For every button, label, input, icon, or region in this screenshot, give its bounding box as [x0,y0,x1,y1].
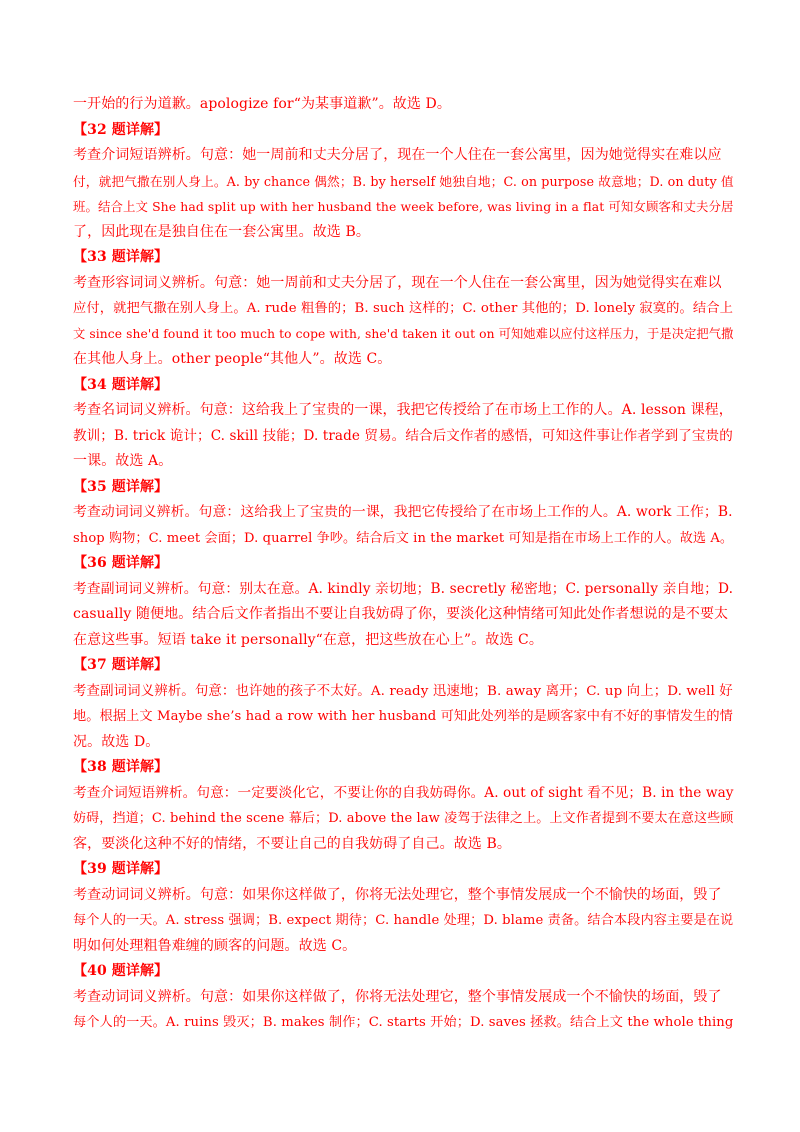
explanation-line: 一开始的行为道歉。apologize for“为某事道歉”。故选 D。 [73,96,451,112]
explanation-line: 考查介词短语辨析。句意：她一周前和丈夫分居了，现在一个人住在一套公寓里，因为她觉得实在难以应 [73,147,722,163]
explanation-line: 每个人的一天。A. ruins 毁灭；B. makes 制作；C. starts 开始；D. saves 拯救。结合上文 the whole thing [73,1015,734,1030]
explanation-line: 考查动词词义辨析。句意：这给我上了宝贵的一课，我把它传授给了在市场上工作的人。A. work 工作；B. [73,504,733,520]
explanation-line: 妨碍，挡道；C. behind the scene 幕后；D. above the law 凌驾于法律之上。上文作者提到不要太在意这些顾 [73,811,734,826]
explanation-line: 班。结合上文 She had split up with her husband the week before, was living in a flat 可知女顾客和丈夫分居 [73,199,734,214]
explanation-line: casually 随便地。结合后文作者指出不要让自我妨碍了你，要淡化这种情绪可知此处作者想说的是不要太 [73,606,729,622]
explanation-line: 文 since she'd found it too much to cope with, she'd taken it out on 可知她难以应付这样压力，于是决定把气撒 [73,326,734,341]
explanation-line: 考查副词词义辨析。句意：别太在意。A. kindly 亲切地；B. secretly 秘密地；C. personally 亲自地；D. [73,580,734,597]
explanation-line: 在意这些事。短语 take it personally“在意，把这些放在心上”。故选 C。 [73,631,543,648]
explanation-line: 每个人的一天。A. stress 强调；B. expect 期待；C. handle 处理；D. blame 责备。结合本段内容主要是在说 [73,913,734,928]
explanation-line: 考查动词词义辨析。句意：如果你这样做了，你将无法处理它，整个事情发展成一个不愉快的场面，毁了 [73,988,722,1005]
question-heading: 【39 题详解】 [73,861,169,877]
explanation-line: 考查介词短语辨析。句意：一定要淡化它，不要让你的自我妨碍你。A. out of sight 看不见；B. in the way [73,784,734,801]
question-heading: 【32 题详解】 [73,121,169,138]
explanation-line: 地。根据上文 Maybe she’s had a row with her husband 可知此处列举的是顾客家中有不好的事情发生的情 [73,709,733,724]
explanation-line: 考查动词词义辨析。句意：如果你这样做了，你将无法处理它，整个事情发展成一个不愉快的场面，毁了 [73,886,722,903]
answer-explanations [73,92,733,1036]
explanation-line: 付，就把气撒在别人身上。A. by chance 偶然；B. by herself 她独自地；C. on purpose 故意地；D. on duty 值 [73,173,734,189]
explanation-line: 况。故选 D。 [73,733,160,750]
explanation-line: 客，要淡化这种不好的情绪，不要让自己的自我妨碍了自己。故选 B。 [73,835,511,852]
explanation-line: 考查形容词词义辨析。句意：她一周前和丈夫分居了，现在一个人住在一套公寓里，因为她觉得实在难以 [73,274,722,291]
explanation-line: 教训；B. trick 诡计；C. skill 技能；D. trade 贸易。结合后文作者的感悟，可知这件事让作者学到了宝贵的 [73,427,733,444]
question-heading: 【37 题详解】 [73,657,169,673]
question-heading: 【36 题详解】 [73,555,169,571]
question-heading: 【35 题详解】 [73,478,169,495]
explanation-line: 一课。故选 A。 [73,453,173,469]
explanation-line: 明如何处理粗鲁难缠的顾客的问题。故选 C。 [73,937,357,954]
explanation-line: 了，因此现在是独自住在一套公寓里。故选 B。 [73,223,370,240]
question-heading: 【33 题详解】 [73,249,169,265]
explanation-line: 考查名词词义辨析。句意：这给我上了宝贵的一课，我把它传授给了在市场上工作的人。A. lesson 课程， [73,402,733,418]
question-heading: 【38 题详解】 [73,759,169,775]
question-heading: 【34 题详解】 [73,376,169,393]
explanation-line: 应付，就把气撒在别人身上。A. rude 粗鲁的；B. such 这样的；C. other 其他的；D. lonely 寂寞的。结合上 [73,301,733,316]
explanation-line: 考查副词词义辨析。句意：也许她的孩子不太好。A. ready 迅速地；B. away 离开；C. up 向上；D. well 好 [73,683,733,699]
question-heading: 【40 题详解】 [73,963,169,979]
explanation-line: 在其他人身上。other people“其他人”。故选 C。 [73,351,392,367]
explanation-line: shop 购物；C. meet 会面；D. quarrel 争吵。结合后文 in the market 可知是指在市场上工作的人。故选 A。 [73,530,734,546]
